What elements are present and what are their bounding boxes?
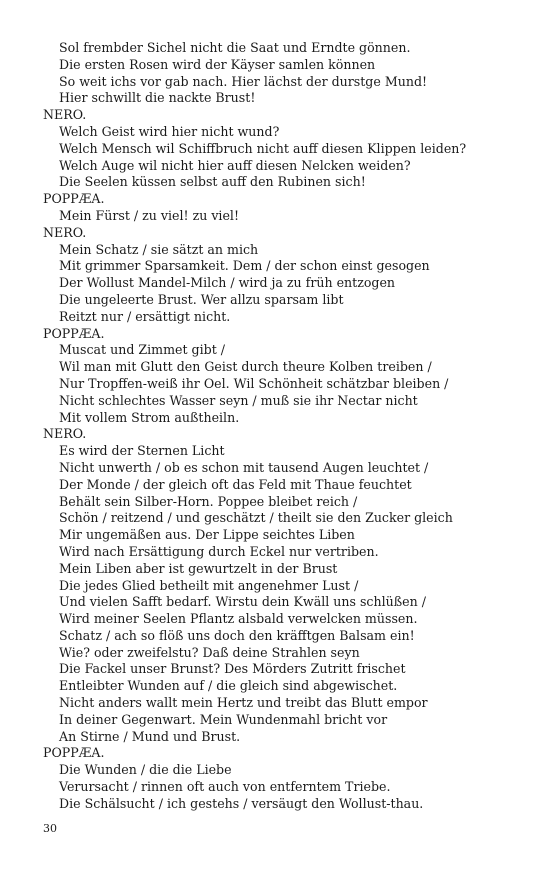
verse-line: Nicht schlechtes Wasser seyn / muß sie ihr Nectar nicht (59, 392, 418, 408)
speaker-name: POPPÆA. (43, 191, 105, 207)
verse-line: Behält sein Silber-Horn. Poppee bleibet reich / (59, 493, 358, 509)
verse-line: Schatz / ach so flöß uns doch den kräfftgen Balsam ein! (59, 627, 415, 643)
verse-line: In deiner Gegenwart. Mein Wundenmahl bricht vor (59, 711, 388, 727)
verse-line: Wie? oder zweifelstu? Daß deine Strahlen seyn (59, 644, 360, 660)
verse-line: Mit vollem Strom außtheiln. (59, 409, 240, 425)
verse-line: Wird nach Ersättigung durch Eckel nur vertriben. (59, 543, 379, 559)
verse-line: Hier schwillt die nackte Brust! (59, 90, 256, 106)
verse-line: An Stirne / Mund und Brust. (59, 728, 241, 744)
verse-line: Mein Schatz / sie sätzt an mich (59, 241, 259, 257)
verse-line: Wil man mit Glutt den Geist durch theure Kolben treiben / (59, 359, 432, 375)
verse-line: Verursacht / rinnen oft auch von entferntem Triebe. (59, 779, 391, 795)
verse-line: Entleibter Wunden auf / die gleich sind abgewischet. (59, 678, 398, 694)
verse-line: Die jedes Glied betheilt mit angenehmer Lust / (59, 577, 359, 593)
verse-line: Die Seelen küssen selbst auff den Rubinen sich! (59, 174, 366, 190)
verse-line: Nicht unwerth / ob es schon mit tausend Augen leuchtet / (59, 459, 429, 475)
verse-line: Mit grimmer Sparsamkeit. Dem / der schon einst gesogen (59, 258, 430, 274)
verse-line: Die Schälsucht / ich gestehs / versäugt den Wollust-thau. (59, 795, 424, 811)
verse-line: Die Fackel unser Brunst? Des Mörders Zutritt frischet (59, 661, 406, 677)
speaker-name: NERO. (43, 107, 87, 123)
speaker-name: NERO. (43, 426, 87, 442)
verse-line: Reitzt nur / ersättigt nicht. (59, 308, 231, 324)
verse-line: Mein Fürst / zu viel! zu viel! (59, 207, 240, 223)
verse-line: Welch Auge wil nicht hier auff diesen Nelcken weiden? (59, 157, 411, 173)
verse-line: Welch Geist wird hier nicht wund? (59, 123, 280, 139)
verse-line: Nur Tropffen-weiß ihr Oel. Wil Schönheit schätzbar bleiben / (59, 375, 449, 391)
verse-line: Welch Mensch wil Schiffbruch nicht auff diesen Klippen leiden? (59, 140, 467, 156)
verse-line: Es wird der Sternen Licht (59, 443, 225, 459)
verse-line: Die ersten Rosen wird der Käyser samlen können (59, 56, 376, 72)
page-number: 30 (43, 822, 57, 835)
verse-line: Muscat und Zimmet gibt / (59, 342, 226, 358)
verse-line: Die ungeleerte Brust. Wer allzu sparsam libt (59, 291, 344, 307)
verse-line: Mein Liben aber ist gewurtzelt in der Brust (59, 560, 338, 576)
text-block (43, 40, 533, 813)
verse-line: Der Monde / der gleich oft das Feld mit Thaue feuchtet (59, 476, 412, 492)
speaker-name: NERO. (43, 224, 87, 240)
verse-line: Sol frembder Sichel nicht die Saat und Erndte gönnen. (59, 40, 411, 55)
verse-line: Schön / reitzend / und geschätzt / theilt sie den Zucker gleich (59, 510, 453, 526)
verse-line: Der Wollust Mandel-Milch / wird ja zu früh entzogen (59, 275, 396, 291)
verse-line: Nicht anders wallt mein Hertz und treibt das Blutt empor (59, 695, 428, 711)
verse-line: Die Wunden / die die Liebe (59, 762, 232, 778)
verse-line: So weit ichs vor gab nach. Hier lächst der durstge Mund! (59, 73, 428, 89)
speaker-name: POPPÆA. (43, 325, 105, 341)
verse-line: Mir ungemäßen aus. Der Lippe seichtes Liben (59, 527, 355, 543)
speaker-name: POPPÆA. (43, 745, 105, 761)
verse-line: Wird meiner Seelen Pflantz alsbald verwelcken müssen. (59, 611, 418, 627)
verse-line: Und vielen Safft bedarf. Wirstu dein Kwäll uns schlüßen / (59, 594, 426, 610)
